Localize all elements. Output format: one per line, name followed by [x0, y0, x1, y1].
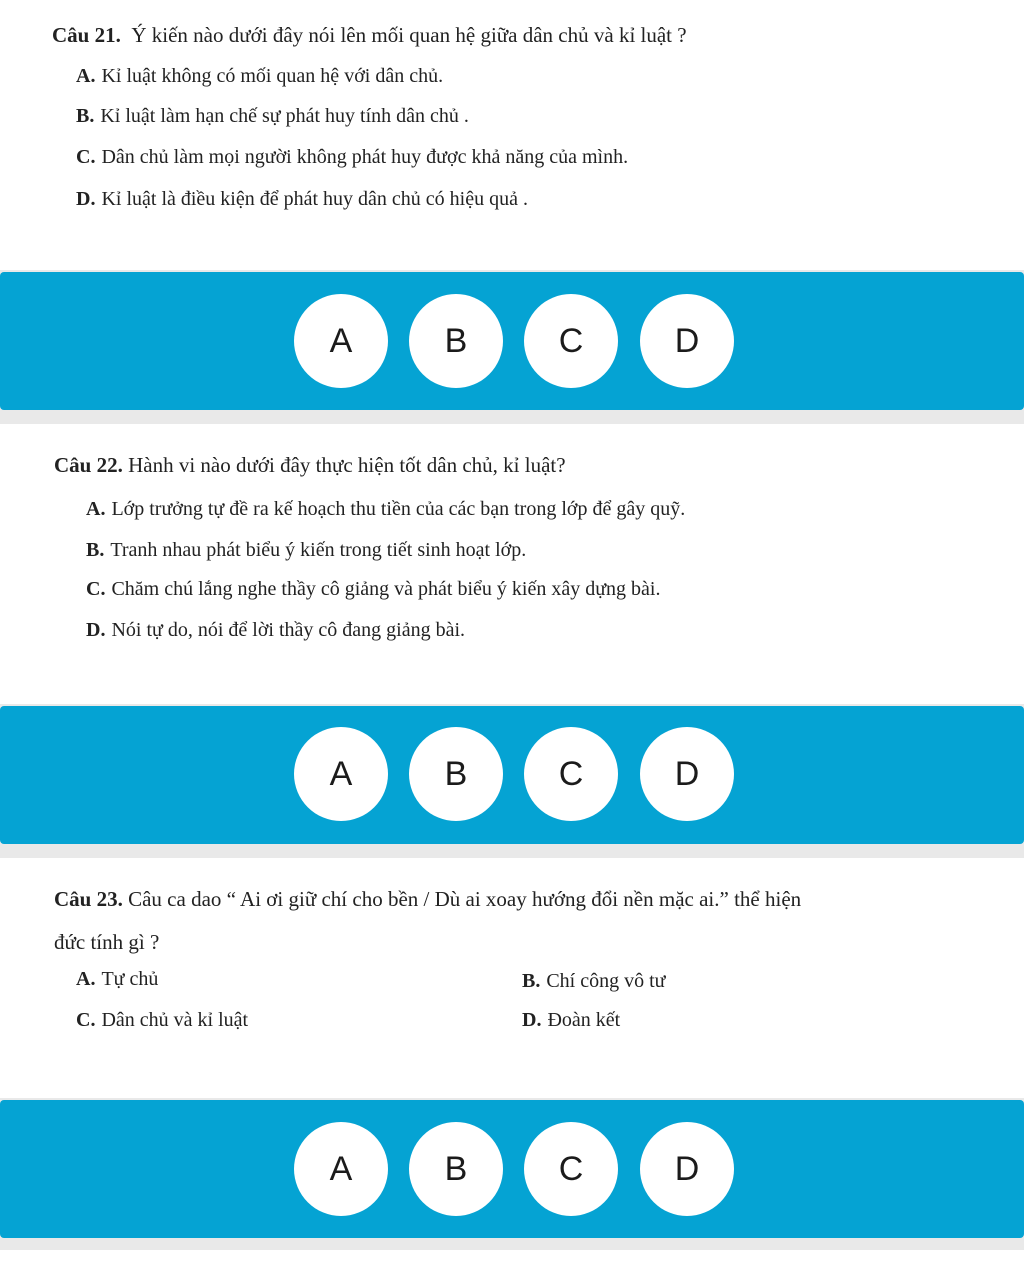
answer-c-button[interactable]: C	[524, 727, 618, 821]
option-b: B. Chí công vô tư	[522, 970, 666, 992]
question-title: Câu 23. Câu ca dao “ Ai ơi giữ chí cho bền / Dù ai xoay hướng đổi nền mặc ai.” thể hiện	[54, 887, 802, 911]
answer-b-button[interactable]: B	[409, 727, 503, 821]
option-d: D. Nói tự do, nói để lời thầy cô đang giảng bài.	[86, 619, 466, 641]
option-b: B. Kỉ luật làm hạn chế sự phát huy tính dân chủ .	[76, 105, 469, 127]
answer-bar-23	[0, 1100, 1024, 1238]
option-a: A. Lớp trưởng tự đề ra kế hoạch thu tiền của các bạn trong lớp để gây quỹ.	[86, 498, 686, 520]
answer-b-button[interactable]: B	[409, 294, 503, 388]
answer-bar-21	[0, 272, 1024, 410]
option-c: C. Chăm chú lắng nghe thầy cô giảng và phát biểu ý kiến xây dựng bài.	[86, 578, 661, 600]
answer-d-button[interactable]: D	[640, 1122, 734, 1216]
answer-b-button[interactable]: B	[409, 1122, 503, 1216]
option-d: D. Kỉ luật là điều kiện để phát huy dân chủ có hiệu quả .	[76, 188, 528, 210]
question-23-card	[0, 858, 1024, 1098]
option-a: A. Kỉ luật không có mối quan hệ với dân chủ.	[76, 65, 444, 87]
question-22-card	[0, 424, 1024, 704]
option-b: B. Tranh nhau phát biểu ý kiến trong tiết sinh hoạt lớp.	[86, 539, 527, 561]
next-card-edge	[0, 1250, 1024, 1280]
answer-d-button[interactable]: D	[640, 294, 734, 388]
answer-a-button[interactable]: A	[294, 1122, 388, 1216]
answer-c-button[interactable]: C	[524, 294, 618, 388]
answer-c-button[interactable]: C	[524, 1122, 618, 1216]
question-21-card	[0, 0, 1024, 270]
option-c: C. Dân chủ làm mọi người không phát huy được khả năng của mình.	[76, 146, 629, 168]
option-c: C. Dân chủ và kỉ luật	[76, 1009, 249, 1031]
question-title: Câu 22. Hành vi nào dưới đây thực hiện tốt dân chủ, kỉ luật?	[54, 453, 566, 477]
question-title: Câu 21. Ý kiến nào dưới đây nói lên mối quan hệ giữa dân chủ và kỉ luật ?	[52, 23, 687, 47]
option-d: D. Đoàn kết	[522, 1009, 621, 1031]
answer-a-button[interactable]: A	[294, 294, 388, 388]
question-title-continued: đức tính gì ?	[54, 930, 160, 954]
option-a: A. Tự chủ	[76, 968, 159, 990]
answer-bar-22	[0, 706, 1024, 844]
answer-d-button[interactable]: D	[640, 727, 734, 821]
answer-a-button[interactable]: A	[294, 727, 388, 821]
